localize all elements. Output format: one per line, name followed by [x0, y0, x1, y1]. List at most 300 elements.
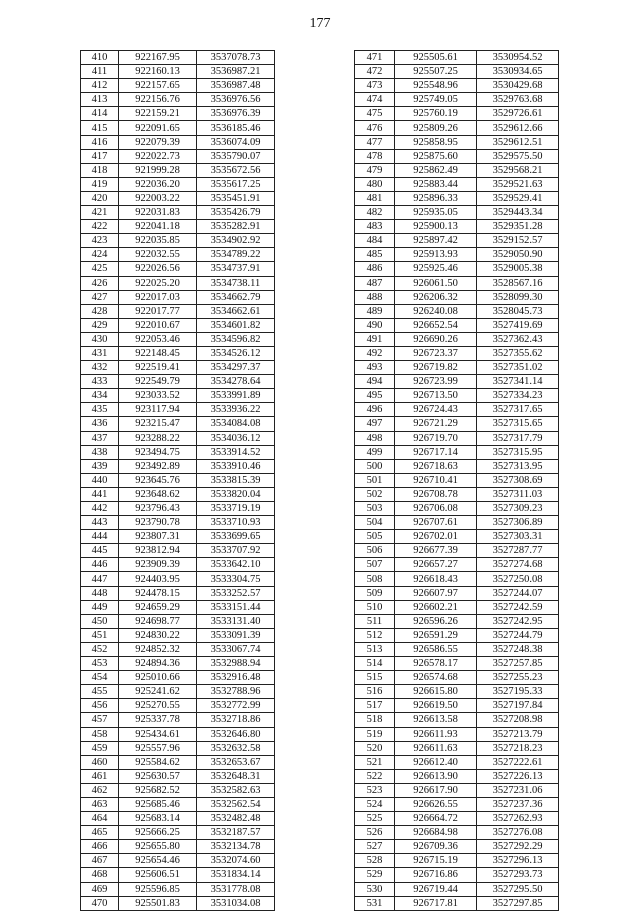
point-id-cell: 418: [81, 163, 119, 177]
point-id-cell: 457: [81, 713, 119, 727]
x-coordinate-cell: 925606.51: [119, 868, 197, 882]
y-coordinate-cell: 3535451.91: [197, 191, 275, 205]
table-row: [81, 206, 275, 220]
table-body: [355, 51, 559, 911]
x-coordinate-cell: 926702.01: [395, 530, 477, 544]
y-coordinate-cell: 3533091.39: [197, 628, 275, 642]
point-id-cell: 440: [81, 473, 119, 487]
y-coordinate-cell: 3529050.90: [477, 248, 559, 262]
point-id-cell: 478: [355, 149, 395, 163]
y-coordinate-cell: 3532772.99: [197, 699, 275, 713]
y-coordinate-cell: 3527244.79: [477, 628, 559, 642]
point-id-cell: 436: [81, 417, 119, 431]
x-coordinate-cell: 926607.97: [395, 586, 477, 600]
x-coordinate-cell: 924659.29: [119, 600, 197, 614]
y-coordinate-cell: 3532718.86: [197, 713, 275, 727]
table-row: [355, 121, 559, 135]
y-coordinate-cell: 3527362.43: [477, 332, 559, 346]
point-id-cell: 467: [81, 854, 119, 868]
point-id-cell: 483: [355, 220, 395, 234]
point-id-cell: 518: [355, 713, 395, 727]
point-id-cell: 502: [355, 487, 395, 501]
y-coordinate-cell: 3527315.95: [477, 445, 559, 459]
point-id-cell: 465: [81, 826, 119, 840]
x-coordinate-cell: 922148.45: [119, 346, 197, 360]
x-coordinate-cell: 925507.25: [395, 65, 477, 79]
y-coordinate-cell: 3534596.82: [197, 332, 275, 346]
x-coordinate-cell: 925683.14: [119, 812, 197, 826]
point-id-cell: 453: [81, 657, 119, 671]
x-coordinate-cell: 926716.86: [395, 868, 477, 882]
x-coordinate-cell: 922017.03: [119, 290, 197, 304]
y-coordinate-cell: 3530429.68: [477, 79, 559, 93]
y-coordinate-cell: 3527313.95: [477, 459, 559, 473]
table-row: [81, 290, 275, 304]
point-id-cell: 458: [81, 727, 119, 741]
y-coordinate-cell: 3535426.79: [197, 206, 275, 220]
x-coordinate-cell: 923909.39: [119, 558, 197, 572]
x-coordinate-cell: 923790.78: [119, 516, 197, 530]
table-row: [355, 797, 559, 811]
x-coordinate-cell: 924403.95: [119, 572, 197, 586]
table-row: [81, 445, 275, 459]
y-coordinate-cell: 3527303.31: [477, 530, 559, 544]
point-id-cell: 497: [355, 417, 395, 431]
y-coordinate-cell: 3529726.61: [477, 107, 559, 121]
point-id-cell: 494: [355, 375, 395, 389]
point-id-cell: 456: [81, 699, 119, 713]
y-coordinate-cell: 3535282.91: [197, 220, 275, 234]
point-id-cell: 475: [355, 107, 395, 121]
table-row: [355, 487, 559, 501]
point-id-cell: 525: [355, 812, 395, 826]
x-coordinate-cell: 926618.43: [395, 572, 477, 586]
point-id-cell: 422: [81, 220, 119, 234]
table-row: [355, 191, 559, 205]
table-row: [81, 51, 275, 65]
y-coordinate-cell: 3527242.95: [477, 614, 559, 628]
table-row: [355, 727, 559, 741]
x-coordinate-cell: 921999.28: [119, 163, 197, 177]
x-coordinate-cell: 925900.13: [395, 220, 477, 234]
x-coordinate-cell: 926596.26: [395, 614, 477, 628]
x-coordinate-cell: 923215.47: [119, 417, 197, 431]
y-coordinate-cell: 3527197.84: [477, 699, 559, 713]
point-id-cell: 471: [355, 51, 395, 65]
x-coordinate-cell: 922041.18: [119, 220, 197, 234]
x-coordinate-cell: 923288.22: [119, 431, 197, 445]
table-row: [355, 149, 559, 163]
table-row: [81, 459, 275, 473]
x-coordinate-cell: 922003.22: [119, 191, 197, 205]
table-row: [81, 417, 275, 431]
table-row: [81, 304, 275, 318]
table-row: [355, 220, 559, 234]
point-id-cell: 425: [81, 262, 119, 276]
table-row: [81, 79, 275, 93]
x-coordinate-cell: 926707.61: [395, 516, 477, 530]
y-coordinate-cell: 3527274.68: [477, 558, 559, 572]
y-coordinate-cell: 3529575.50: [477, 149, 559, 163]
point-id-cell: 529: [355, 868, 395, 882]
table-row: [355, 699, 559, 713]
x-coordinate-cell: 926677.39: [395, 544, 477, 558]
table-row: [355, 403, 559, 417]
y-coordinate-cell: 3532482.48: [197, 812, 275, 826]
y-coordinate-cell: 3527262.93: [477, 812, 559, 826]
y-coordinate-cell: 3531834.14: [197, 868, 275, 882]
x-coordinate-cell: 925666.25: [119, 826, 197, 840]
table-row: [81, 177, 275, 191]
x-coordinate-cell: 924830.22: [119, 628, 197, 642]
x-coordinate-cell: 926664.72: [395, 812, 477, 826]
y-coordinate-cell: 3532653.67: [197, 755, 275, 769]
table-row: [81, 431, 275, 445]
table-row: [81, 473, 275, 487]
x-coordinate-cell: 926611.93: [395, 727, 477, 741]
table-row: [81, 826, 275, 840]
table-row: [355, 262, 559, 276]
x-coordinate-cell: 926721.29: [395, 417, 477, 431]
table-row: [355, 234, 559, 248]
y-coordinate-cell: 3527195.33: [477, 685, 559, 699]
y-coordinate-cell: 3527231.06: [477, 783, 559, 797]
x-coordinate-cell: 925913.93: [395, 248, 477, 262]
y-coordinate-cell: 3527226.13: [477, 769, 559, 783]
x-coordinate-cell: 925897.42: [395, 234, 477, 248]
x-coordinate-cell: 926717.81: [395, 896, 477, 910]
point-id-cell: 429: [81, 318, 119, 332]
y-coordinate-cell: 3527257.85: [477, 657, 559, 671]
table-row: [355, 896, 559, 910]
point-id-cell: 421: [81, 206, 119, 220]
x-coordinate-cell: 925505.61: [395, 51, 477, 65]
table-row: [81, 628, 275, 642]
y-coordinate-cell: 3527222.61: [477, 755, 559, 769]
y-coordinate-cell: 3527309.23: [477, 502, 559, 516]
y-coordinate-cell: 3527296.13: [477, 854, 559, 868]
x-coordinate-cell: 926657.27: [395, 558, 477, 572]
point-id-cell: 424: [81, 248, 119, 262]
point-id-cell: 474: [355, 93, 395, 107]
x-coordinate-cell: 922010.67: [119, 318, 197, 332]
y-coordinate-cell: 3533710.93: [197, 516, 275, 530]
point-id-cell: 446: [81, 558, 119, 572]
y-coordinate-cell: 3534738.11: [197, 276, 275, 290]
point-id-cell: 491: [355, 332, 395, 346]
y-coordinate-cell: 3527218.23: [477, 741, 559, 755]
table-row: [81, 403, 275, 417]
y-coordinate-cell: 3532646.80: [197, 727, 275, 741]
x-coordinate-cell: 925434.61: [119, 727, 197, 741]
point-id-cell: 447: [81, 572, 119, 586]
x-coordinate-cell: 926717.14: [395, 445, 477, 459]
table-row: [81, 107, 275, 121]
point-id-cell: 516: [355, 685, 395, 699]
table-row: [81, 65, 275, 79]
x-coordinate-cell: 925935.05: [395, 206, 477, 220]
point-id-cell: 435: [81, 403, 119, 417]
x-coordinate-cell: 925337.78: [119, 713, 197, 727]
table-row: [81, 671, 275, 685]
point-id-cell: 480: [355, 177, 395, 191]
table-row: [355, 628, 559, 642]
point-id-cell: 512: [355, 628, 395, 642]
point-id-cell: 444: [81, 530, 119, 544]
table-row: [355, 93, 559, 107]
point-id-cell: 426: [81, 276, 119, 290]
y-coordinate-cell: 3531778.08: [197, 882, 275, 896]
y-coordinate-cell: 3527297.85: [477, 896, 559, 910]
table-row: [81, 614, 275, 628]
x-coordinate-cell: 926602.21: [395, 600, 477, 614]
x-coordinate-cell: 925241.62: [119, 685, 197, 699]
point-id-cell: 469: [81, 882, 119, 896]
table-row: [355, 206, 559, 220]
table-row: [81, 248, 275, 262]
y-coordinate-cell: 3534789.22: [197, 248, 275, 262]
y-coordinate-cell: 3527308.69: [477, 473, 559, 487]
point-id-cell: 519: [355, 727, 395, 741]
table-row: [81, 276, 275, 290]
point-id-cell: 419: [81, 177, 119, 191]
table-row: [355, 346, 559, 360]
x-coordinate-cell: 925501.83: [119, 896, 197, 910]
x-coordinate-cell: 925596.85: [119, 882, 197, 896]
table-row: [81, 135, 275, 149]
point-id-cell: 428: [81, 304, 119, 318]
point-id-cell: 488: [355, 290, 395, 304]
x-coordinate-cell: 925682.52: [119, 783, 197, 797]
table-row: [81, 812, 275, 826]
y-coordinate-cell: 3534902.92: [197, 234, 275, 248]
x-coordinate-cell: 926615.80: [395, 685, 477, 699]
table-row: [355, 473, 559, 487]
x-coordinate-cell: 925862.49: [395, 163, 477, 177]
x-coordinate-cell: 926591.29: [395, 628, 477, 642]
table-row: [81, 558, 275, 572]
y-coordinate-cell: 3533067.74: [197, 642, 275, 656]
table-row: [355, 361, 559, 375]
y-coordinate-cell: 3534526.12: [197, 346, 275, 360]
point-id-cell: 476: [355, 121, 395, 135]
point-id-cell: 412: [81, 79, 119, 93]
x-coordinate-cell: 926613.58: [395, 713, 477, 727]
y-coordinate-cell: 3536976.39: [197, 107, 275, 121]
point-id-cell: 439: [81, 459, 119, 473]
point-id-cell: 413: [81, 93, 119, 107]
point-id-cell: 461: [81, 769, 119, 783]
y-coordinate-cell: 3535790.07: [197, 149, 275, 163]
point-id-cell: 496: [355, 403, 395, 417]
point-id-cell: 432: [81, 361, 119, 375]
x-coordinate-cell: 926718.63: [395, 459, 477, 473]
y-coordinate-cell: 3534297.37: [197, 361, 275, 375]
table-row: [355, 304, 559, 318]
point-id-cell: 506: [355, 544, 395, 558]
point-id-cell: 427: [81, 290, 119, 304]
point-id-cell: 482: [355, 206, 395, 220]
x-coordinate-cell: 926612.40: [395, 755, 477, 769]
x-coordinate-cell: 926578.17: [395, 657, 477, 671]
y-coordinate-cell: 3529443.34: [477, 206, 559, 220]
table-row: [81, 502, 275, 516]
y-coordinate-cell: 3533936.22: [197, 403, 275, 417]
point-id-cell: 450: [81, 614, 119, 628]
y-coordinate-cell: 3529351.28: [477, 220, 559, 234]
y-coordinate-cell: 3527317.65: [477, 403, 559, 417]
x-coordinate-cell: 926719.82: [395, 361, 477, 375]
x-coordinate-cell: 923645.76: [119, 473, 197, 487]
point-id-cell: 486: [355, 262, 395, 276]
x-coordinate-cell: 922549.79: [119, 375, 197, 389]
point-id-cell: 443: [81, 516, 119, 530]
y-coordinate-cell: 3533815.39: [197, 473, 275, 487]
y-coordinate-cell: 3529005.38: [477, 262, 559, 276]
point-id-cell: 503: [355, 502, 395, 516]
table-row: [355, 79, 559, 93]
table-row: [355, 459, 559, 473]
x-coordinate-cell: 926723.37: [395, 346, 477, 360]
x-coordinate-cell: 922035.85: [119, 234, 197, 248]
x-coordinate-cell: 922032.55: [119, 248, 197, 262]
table-row: [81, 234, 275, 248]
table-row: [355, 544, 559, 558]
y-coordinate-cell: 3533131.40: [197, 614, 275, 628]
point-id-cell: 442: [81, 502, 119, 516]
point-id-cell: 434: [81, 389, 119, 403]
y-coordinate-cell: 3532562.54: [197, 797, 275, 811]
table-row: [355, 600, 559, 614]
point-id-cell: 495: [355, 389, 395, 403]
y-coordinate-cell: 3527355.62: [477, 346, 559, 360]
y-coordinate-cell: 3532074.60: [197, 854, 275, 868]
y-coordinate-cell: 3527276.08: [477, 826, 559, 840]
point-id-cell: 507: [355, 558, 395, 572]
point-id-cell: 415: [81, 121, 119, 135]
point-id-cell: 500: [355, 459, 395, 473]
table-row: [81, 530, 275, 544]
y-coordinate-cell: 3534036.12: [197, 431, 275, 445]
y-coordinate-cell: 3533707.92: [197, 544, 275, 558]
x-coordinate-cell: 925883.44: [395, 177, 477, 191]
x-coordinate-cell: 923494.75: [119, 445, 197, 459]
y-coordinate-cell: 3532187.57: [197, 826, 275, 840]
x-coordinate-cell: 926619.50: [395, 699, 477, 713]
y-coordinate-cell: 3527295.50: [477, 882, 559, 896]
point-id-cell: 493: [355, 361, 395, 375]
y-coordinate-cell: 3528099.30: [477, 290, 559, 304]
table-row: [81, 389, 275, 403]
y-coordinate-cell: 3536987.48: [197, 79, 275, 93]
point-id-cell: 460: [81, 755, 119, 769]
x-coordinate-cell: 926061.50: [395, 276, 477, 290]
x-coordinate-cell: 926724.43: [395, 403, 477, 417]
x-coordinate-cell: 926611.63: [395, 741, 477, 755]
y-coordinate-cell: 3536185.46: [197, 121, 275, 135]
page-number: 177: [309, 16, 331, 31]
table-row: [355, 107, 559, 121]
point-id-cell: 437: [81, 431, 119, 445]
y-coordinate-cell: 3533699.65: [197, 530, 275, 544]
y-coordinate-cell: 3533252.57: [197, 586, 275, 600]
x-coordinate-cell: 926206.32: [395, 290, 477, 304]
x-coordinate-cell: 926586.55: [395, 642, 477, 656]
x-coordinate-cell: 923492.89: [119, 459, 197, 473]
point-id-cell: 510: [355, 600, 395, 614]
point-id-cell: 464: [81, 812, 119, 826]
table-row: [355, 135, 559, 149]
table-row: [81, 149, 275, 163]
y-coordinate-cell: 3527292.29: [477, 840, 559, 854]
y-coordinate-cell: 3532788.96: [197, 685, 275, 699]
table-row: [355, 642, 559, 656]
point-id-cell: 531: [355, 896, 395, 910]
x-coordinate-cell: 926574.68: [395, 671, 477, 685]
point-id-cell: 517: [355, 699, 395, 713]
x-coordinate-cell: 922167.95: [119, 51, 197, 65]
table-row: [81, 685, 275, 699]
table-row: [81, 840, 275, 854]
table-row: [81, 769, 275, 783]
point-id-cell: 508: [355, 572, 395, 586]
point-id-cell: 490: [355, 318, 395, 332]
y-coordinate-cell: 3532916.48: [197, 671, 275, 685]
y-coordinate-cell: 3529763.68: [477, 93, 559, 107]
point-id-cell: 513: [355, 642, 395, 656]
table-row: [355, 769, 559, 783]
point-id-cell: 452: [81, 642, 119, 656]
table-row: [355, 431, 559, 445]
y-coordinate-cell: 3533991.89: [197, 389, 275, 403]
table-row: [81, 657, 275, 671]
point-id-cell: 470: [81, 896, 119, 910]
point-id-cell: 431: [81, 346, 119, 360]
y-coordinate-cell: 3534601.82: [197, 318, 275, 332]
table-row: [81, 332, 275, 346]
table-row: [81, 699, 275, 713]
point-id-cell: 520: [355, 741, 395, 755]
point-id-cell: 489: [355, 304, 395, 318]
table-row: [355, 177, 559, 191]
x-coordinate-cell: 926617.90: [395, 783, 477, 797]
point-id-cell: 509: [355, 586, 395, 600]
point-id-cell: 492: [355, 346, 395, 360]
point-id-cell: 514: [355, 657, 395, 671]
y-coordinate-cell: 3532582.63: [197, 783, 275, 797]
point-id-cell: 477: [355, 135, 395, 149]
table-row: [81, 783, 275, 797]
table-row: [355, 826, 559, 840]
point-id-cell: 449: [81, 600, 119, 614]
table-row: [355, 65, 559, 79]
point-id-cell: 454: [81, 671, 119, 685]
point-id-cell: 530: [355, 882, 395, 896]
x-coordinate-cell: 922025.20: [119, 276, 197, 290]
y-coordinate-cell: 3535617.25: [197, 177, 275, 191]
point-id-cell: 438: [81, 445, 119, 459]
table-row: [81, 163, 275, 177]
y-coordinate-cell: 3530954.52: [477, 51, 559, 65]
table-row: [355, 417, 559, 431]
point-id-cell: 468: [81, 868, 119, 882]
y-coordinate-cell: 3533151.44: [197, 600, 275, 614]
x-coordinate-cell: 922156.76: [119, 93, 197, 107]
table-row: [81, 755, 275, 769]
point-id-cell: 441: [81, 487, 119, 501]
point-id-cell: 463: [81, 797, 119, 811]
table-row: [81, 600, 275, 614]
